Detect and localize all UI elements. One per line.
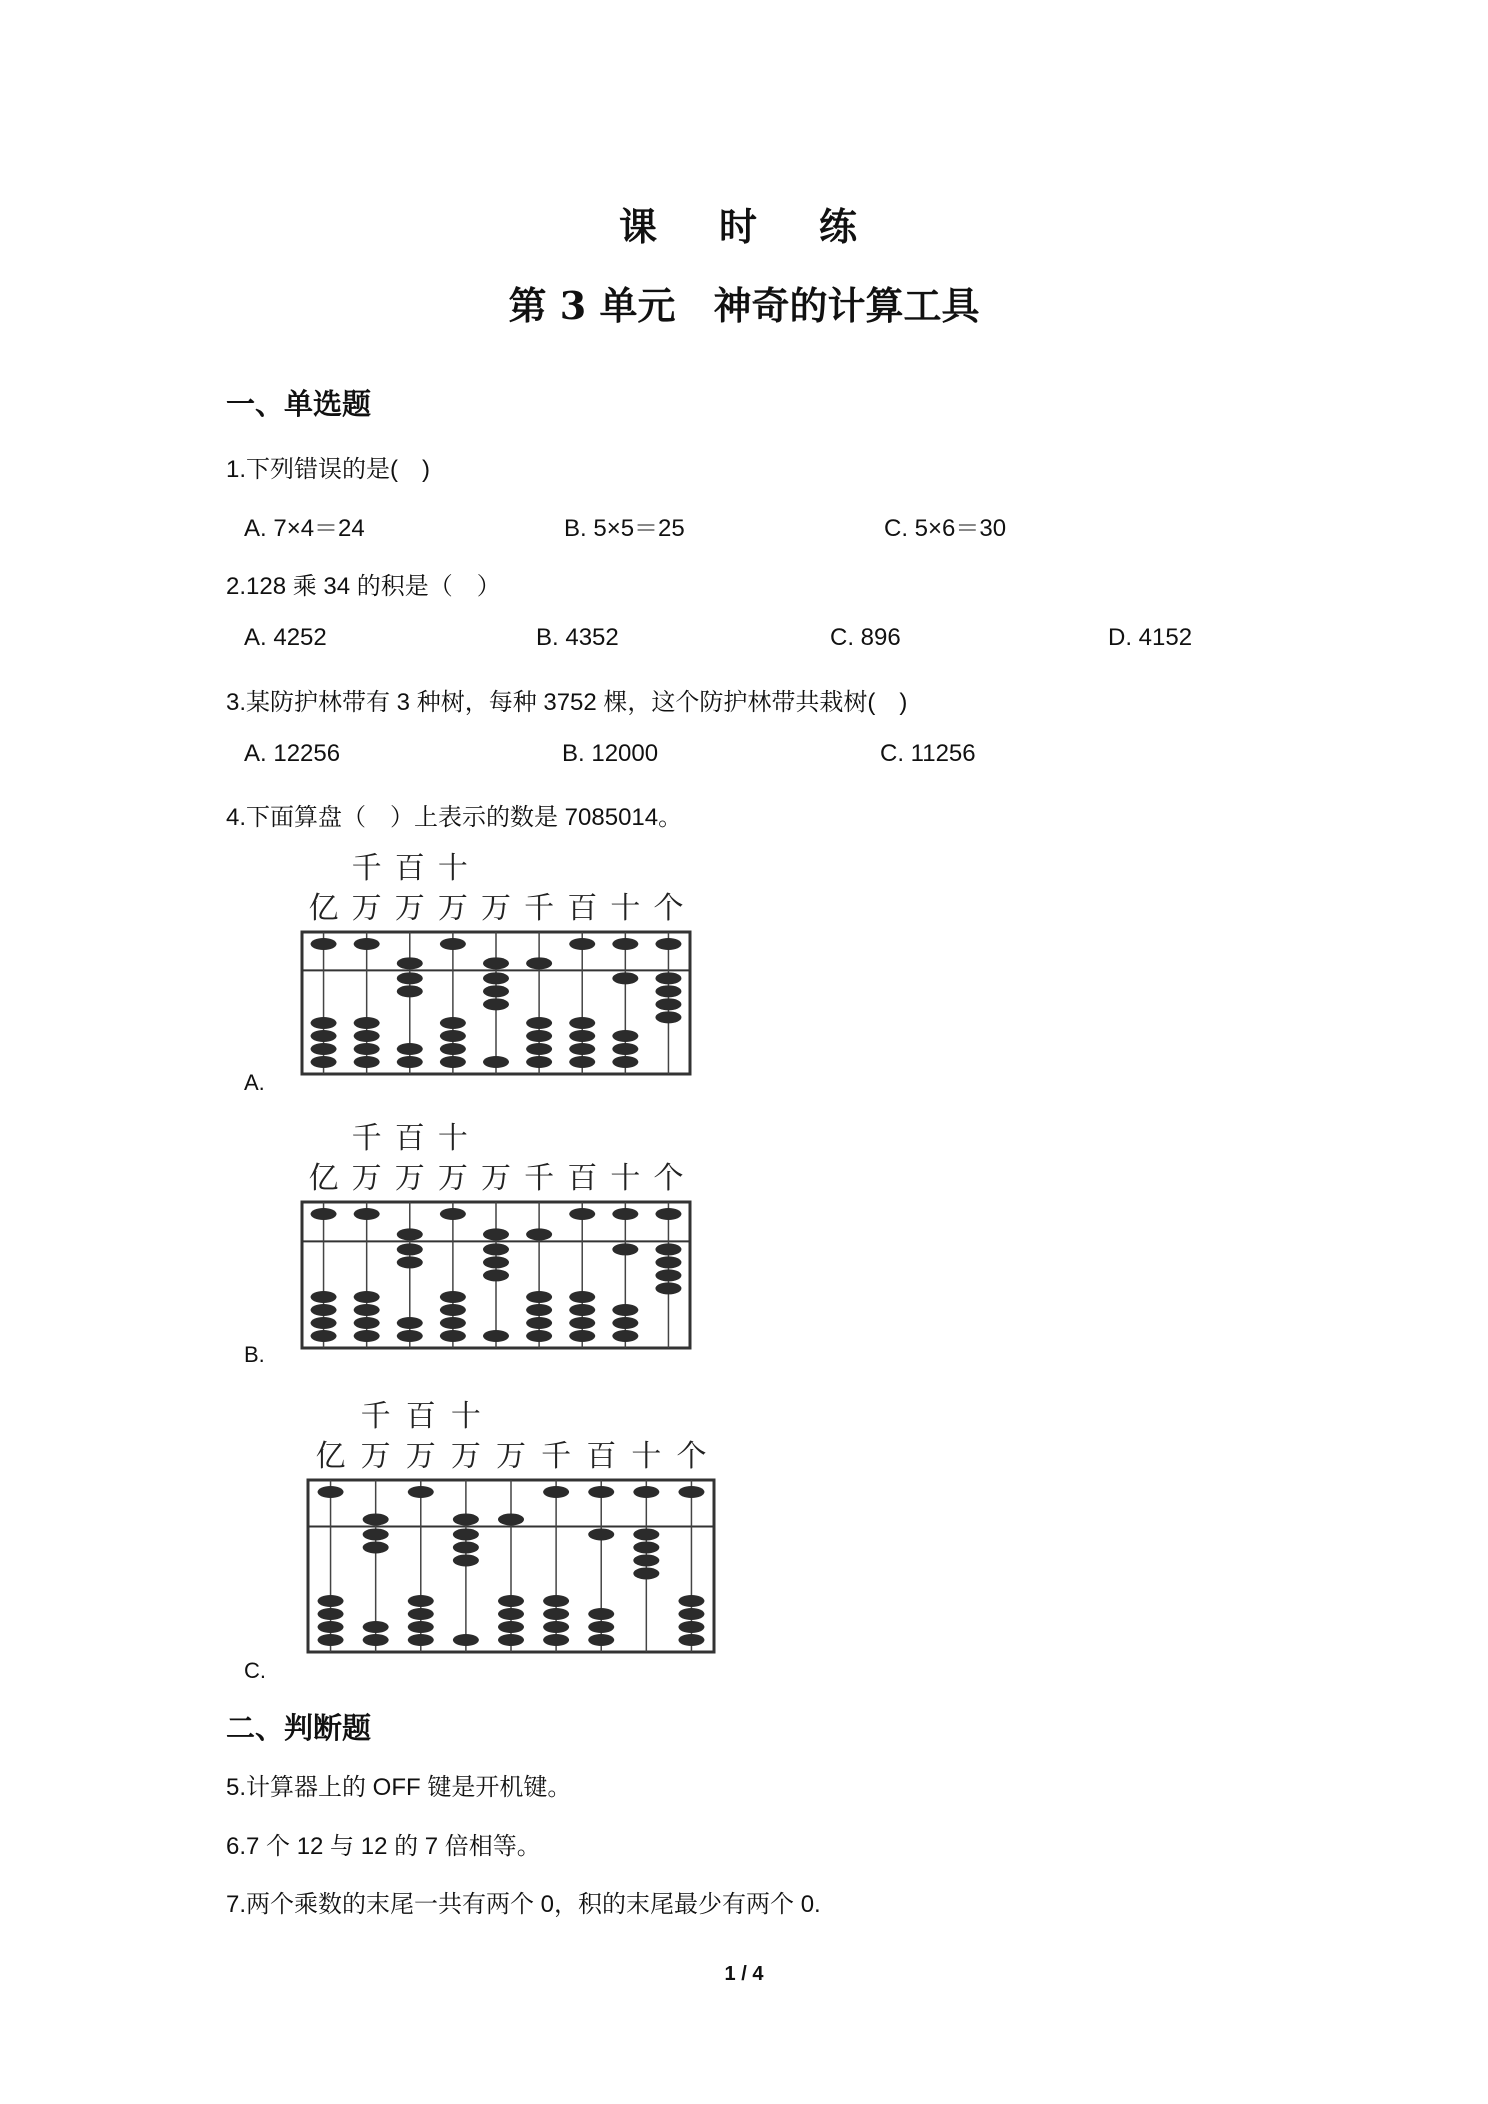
abacus-place-label: 个 (676, 1439, 707, 1474)
abacus-bead (318, 1621, 344, 1633)
abacus-bead (408, 1486, 434, 1498)
q2-option-a: A. 4252 (244, 624, 327, 651)
abacus-bead (440, 1330, 466, 1342)
abacus-place-label: 千 (524, 891, 555, 926)
abacus-bead (678, 1608, 704, 1620)
section-heading-true-false: 二、判断题 (226, 1711, 372, 1745)
abacus-bead (397, 1256, 423, 1268)
abacus-bead (526, 1228, 552, 1240)
abacus-place-label: 亿 (308, 891, 339, 926)
abacus-bead (483, 1256, 509, 1268)
abacus-bead (311, 1317, 337, 1329)
abacus-bead (354, 1208, 380, 1220)
abacus-bead (633, 1486, 659, 1498)
abacus-bead (612, 1030, 638, 1042)
abacus-bead (440, 1208, 466, 1220)
abacus-bead (655, 1282, 681, 1294)
abacus-bead (526, 1017, 552, 1029)
abacus-bead (498, 1634, 524, 1646)
abacus-bead (498, 1608, 524, 1620)
abacus-place-label: 万 (437, 891, 468, 926)
q1-option-a: A. 7×4＝24 (244, 515, 365, 542)
q3-option-a: A. 12256 (244, 740, 341, 767)
abacus-bead (453, 1541, 479, 1553)
abacus-bead (397, 1228, 423, 1240)
abacus-bead (483, 1269, 509, 1281)
abacus-place-label: 百 (394, 852, 425, 886)
abacus-bead (483, 957, 509, 969)
question-4: 4.下面算盘（ ）上表示的数是 7085014。 (226, 804, 683, 831)
q3-option-b: B. 12000 (562, 740, 659, 767)
abacus-bead (354, 1330, 380, 1342)
abacus-place-label: 十 (610, 1161, 641, 1196)
abacus-bead (655, 1256, 681, 1268)
abacus-place-label: 十 (437, 1122, 468, 1156)
abacus-bead (354, 1317, 380, 1329)
q3-option-c: C. 11256 (880, 740, 976, 767)
abacus-bead (678, 1595, 704, 1607)
abacus-bead (588, 1621, 614, 1633)
abacus-bead (588, 1528, 614, 1540)
question-6: 6.7 个 12 与 12 的 7 倍相等。 (226, 1833, 541, 1860)
question-5: 5.计算器上的 OFF 键是开机键。 (226, 1774, 572, 1801)
abacus-place-label: 个 (653, 891, 684, 926)
abacus-bead (526, 1330, 552, 1342)
page-number: 1 / 4 (724, 1963, 764, 1985)
abacus-bead (498, 1595, 524, 1607)
abacus-bead (612, 1243, 638, 1255)
abacus-place-label: 千 (351, 852, 382, 886)
abacus-bead (588, 1634, 614, 1646)
abacus-bead (397, 1243, 423, 1255)
abacus-bead (483, 1228, 509, 1240)
abacus-bead (526, 1030, 552, 1042)
abacus-place-label: 十 (437, 852, 468, 886)
q4-option-c: C. (244, 1658, 266, 1683)
q2-option-d: D. 4152 (1108, 624, 1193, 651)
abacus-bead (655, 985, 681, 997)
abacus-bead (678, 1621, 704, 1633)
abacus-bead (354, 1056, 380, 1068)
abacus-bead (588, 1486, 614, 1498)
abacus-bead (311, 1030, 337, 1042)
abacus-bead (440, 1291, 466, 1303)
abacus-bead (655, 1243, 681, 1255)
abacus-bead (440, 1304, 466, 1316)
abacus-bead (612, 1043, 638, 1055)
abacus-bead (408, 1595, 434, 1607)
abacus-bead (569, 1017, 595, 1029)
abacus-place-label: 百 (394, 1122, 425, 1156)
abacus-bead (311, 1043, 337, 1055)
abacus-bead (655, 998, 681, 1010)
abacus-bead (483, 985, 509, 997)
abacus-place-label: 万 (351, 1161, 382, 1196)
abacus-figure-b (296, 1122, 696, 1358)
abacus-bead (311, 1330, 337, 1342)
abacus-bead (440, 938, 466, 950)
abacus-figure-a (296, 852, 696, 1084)
abacus-bead (569, 1056, 595, 1068)
abacus-bead (483, 998, 509, 1010)
abacus-bead (453, 1554, 479, 1566)
abacus-bead (543, 1608, 569, 1620)
abacus-bead (363, 1513, 389, 1525)
abacus-bead (397, 1056, 423, 1068)
abacus-bead (311, 1208, 337, 1220)
abacus-bead (397, 1317, 423, 1329)
abacus-bead (655, 1269, 681, 1281)
abacus-bead (526, 1043, 552, 1055)
abacus-bead (453, 1528, 479, 1540)
abacus-bead (363, 1621, 389, 1633)
abacus-bead (408, 1634, 434, 1646)
abacus-place-label: 千 (360, 1400, 391, 1434)
abacus-bead (311, 1056, 337, 1068)
abacus-place-label: 百 (567, 891, 598, 926)
abacus-bead (440, 1043, 466, 1055)
abacus-bead (397, 957, 423, 969)
abacus-bead (543, 1634, 569, 1646)
abacus-place-label: 万 (360, 1439, 391, 1474)
abacus-place-label: 万 (394, 1161, 425, 1196)
abacus-bead (526, 1056, 552, 1068)
abacus-bead (318, 1486, 344, 1498)
abacus-bead (526, 957, 552, 969)
abacus-bead (440, 1317, 466, 1329)
abacus-bead (633, 1567, 659, 1579)
abacus-bead (408, 1608, 434, 1620)
unit-title: 第 3 单元 神奇的计算工具 (508, 283, 980, 328)
abacus-bead (678, 1634, 704, 1646)
abacus-bead (526, 1317, 552, 1329)
abacus-figure-c (302, 1400, 720, 1662)
abacus-bead (569, 1030, 595, 1042)
abacus-bead (440, 1030, 466, 1042)
abacus-bead (633, 1554, 659, 1566)
abacus-bead (655, 1011, 681, 1023)
abacus-bead (543, 1486, 569, 1498)
abacus-bead (612, 1056, 638, 1068)
abacus-place-label: 百 (405, 1400, 436, 1434)
abacus-place-label: 十 (610, 891, 641, 926)
abacus-bead (633, 1541, 659, 1553)
q2-option-b: B. 4352 (536, 624, 619, 651)
abacus-place-label: 个 (653, 1161, 684, 1196)
abacus-bead (569, 1330, 595, 1342)
abacus-bead (354, 938, 380, 950)
abacus-place-label: 亿 (308, 1161, 339, 1196)
abacus-bead (311, 938, 337, 950)
q1-option-c: C. 5×6＝30 (884, 515, 1007, 542)
abacus-bead (354, 1030, 380, 1042)
abacus-bead (633, 1528, 659, 1540)
abacus-bead (612, 1317, 638, 1329)
abacus-bead (543, 1595, 569, 1607)
abacus-bead (655, 972, 681, 984)
abacus-bead (440, 1056, 466, 1068)
abacus-place-label: 十 (450, 1400, 481, 1434)
abacus-place-label: 万 (481, 891, 511, 926)
abacus-bead (655, 938, 681, 950)
abacus-bead (363, 1541, 389, 1553)
abacus-bead (612, 1330, 638, 1342)
abacus-place-label: 千 (524, 1161, 555, 1196)
abacus-bead (569, 1208, 595, 1220)
abacus-place-label: 万 (481, 1161, 511, 1196)
abacus-bead (453, 1634, 479, 1646)
abacus-place-label: 万 (437, 1161, 468, 1196)
abacus-place-label: 万 (496, 1439, 526, 1474)
abacus-bead (397, 972, 423, 984)
abacus-bead (354, 1304, 380, 1316)
abacus-bead (397, 1330, 423, 1342)
abacus-bead (526, 1291, 552, 1303)
abacus-bead (569, 938, 595, 950)
abacus-bead (318, 1634, 344, 1646)
abacus-bead (612, 1304, 638, 1316)
abacus-bead (498, 1513, 524, 1525)
abacus-place-label: 万 (405, 1439, 436, 1474)
abacus-place-label: 十 (631, 1439, 662, 1474)
abacus-bead (483, 1056, 509, 1068)
abacus-bead (498, 1621, 524, 1633)
abacus-bead (526, 1304, 552, 1316)
abacus-bead (354, 1043, 380, 1055)
abacus-place-label: 百 (567, 1161, 598, 1196)
q1-option-b: B. 5×5＝25 (564, 515, 685, 542)
abacus-bead (318, 1595, 344, 1607)
abacus-bead (363, 1634, 389, 1646)
abacus-bead (408, 1621, 434, 1633)
abacus-bead (397, 1043, 423, 1055)
abacus-bead (543, 1621, 569, 1633)
abacus-bead (569, 1291, 595, 1303)
abacus-bead (318, 1608, 344, 1620)
question-1: 1.下列错误的是( ) (226, 456, 430, 483)
abacus-bead (440, 1017, 466, 1029)
abacus-bead (569, 1304, 595, 1316)
abacus-bead (612, 1208, 638, 1220)
abacus-place-label: 亿 (315, 1439, 346, 1474)
abacus-bead (678, 1486, 704, 1498)
abacus-bead (354, 1291, 380, 1303)
abacus-place-label: 百 (586, 1439, 617, 1474)
q4-option-a: A. (244, 1070, 265, 1095)
q4-option-b: B. (244, 1342, 265, 1367)
abacus-bead (483, 1243, 509, 1255)
abacus-bead (588, 1608, 614, 1620)
abacus-bead (397, 985, 423, 997)
question-2: 2.128 乘 34 的积是（ ） (226, 573, 501, 600)
abacus-bead (612, 972, 638, 984)
abacus-bead (311, 1304, 337, 1316)
abacus-bead (569, 1043, 595, 1055)
abacus-bead (311, 1291, 337, 1303)
question-3: 3.某防护林带有 3 种树，每种 3752 棵，这个防护林带共栽树( ) (226, 689, 908, 716)
abacus-bead (569, 1317, 595, 1329)
abacus-bead (363, 1528, 389, 1540)
abacus-place-label: 万 (450, 1439, 481, 1474)
abacus-place-label: 千 (351, 1122, 382, 1156)
section-heading-single-choice: 一、单选题 (226, 387, 372, 421)
abacus-bead (311, 1017, 337, 1029)
abacus-bead (354, 1017, 380, 1029)
question-7: 7.两个乘数的末尾一共有两个 0，积的末尾最少有两个 0. (226, 1891, 821, 1918)
abacus-bead (483, 972, 509, 984)
abacus-bead (453, 1513, 479, 1525)
abacus-bead (655, 1208, 681, 1220)
abacus-bead (483, 1330, 509, 1342)
q2-option-c: C. 896 (830, 624, 901, 651)
abacus-place-label: 万 (394, 891, 425, 926)
abacus-bead (612, 938, 638, 950)
abacus-place-label: 万 (351, 891, 382, 926)
page-title: 课 时 练 (618, 204, 869, 249)
abacus-place-label: 千 (541, 1439, 572, 1474)
